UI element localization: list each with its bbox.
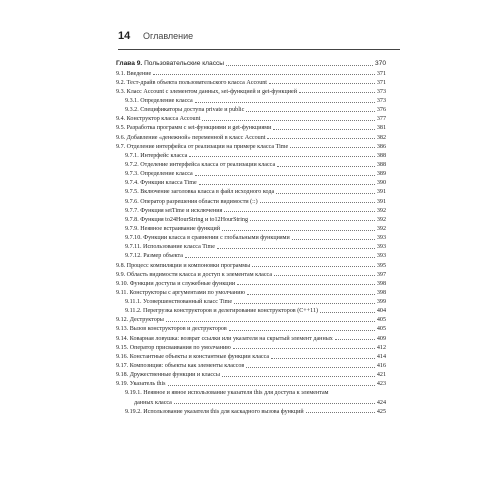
dot-leader [226,65,373,66]
toc-entry-page: 392 [376,216,386,223]
toc-entry [116,250,386,259]
dot-leader [271,358,375,359]
toc-entry-page: 386 [376,143,386,150]
toc-entry [116,296,386,305]
toc-entry-label: 9.7.9. Неявное встраивание функций [125,225,221,232]
dot-leader [246,111,375,112]
dot-leader [299,92,375,93]
toc-entry-label: 9.14. Коварная ловушка: возврат ссылки или указателя на скрытый элемент данных [116,335,333,342]
dot-leader [274,275,375,276]
toc-entry [116,387,386,405]
toc-entry-page: 397 [376,271,386,278]
toc-entry-label-continued: данных класса [134,399,172,406]
section-title: Оглавление [143,31,194,41]
toc-entry-page: 425 [376,408,386,415]
dot-leader [269,83,375,84]
toc-entry [116,214,386,223]
toc-entry [116,104,386,113]
dot-leader [290,147,375,148]
toc-entry-label: 9.18. Дружественные функции и классы [116,372,220,379]
toc-entry [116,141,386,150]
toc-entry-page: 414 [376,353,386,360]
toc-entry-page: 409 [376,335,386,342]
dot-leader [247,294,375,295]
toc-entry-label: 9.7.1. Интерфейс класса [125,152,188,159]
toc-entry-label: 9.11. Конструкторы с аргументами по умолчанию [116,289,246,296]
toc-entry-label: 9.3. Класс Account с элементом данных, set-функцией и get-функцией [116,88,297,95]
toc-entry-label: 9.7.2. Отделение интерфейса класса от реализации класса [125,161,276,168]
table-of-contents [116,58,386,415]
dot-leader [168,385,375,386]
dot-leader [250,220,375,221]
toc-entry-page: 392 [376,207,386,214]
dot-leader [195,175,375,176]
toc-entry [116,159,386,168]
toc-entry-page: 423 [376,381,386,388]
toc-entry-label: 9.19. Указатель this [116,381,166,388]
dot-leader [234,303,375,304]
toc-entry-page: 371 [376,79,386,86]
dot-leader [260,202,375,203]
dot-leader [252,266,375,267]
dot-leader [246,367,375,368]
toc-entry [116,205,386,214]
toc-entry-label: 9.3.1. Определение класса [125,97,193,104]
toc-entry-page: 388 [376,161,386,168]
toc-entry [116,68,386,77]
toc-entry-label: 9.7.11. Использование класса Time [125,244,215,251]
toc-entry-page: 388 [376,152,386,159]
toc-entry-label: 9.7.10. Функции класса в сравнении с глобальными функциями [125,235,290,242]
toc-entry-label: 9.11.2. Перегрузка конструкторов и делегирование конструкторов (C++11) [125,308,319,315]
toc-entry [116,406,386,415]
chapter-prefix: Глава 9. [116,59,143,67]
page-header [118,30,400,46]
dot-leader [292,239,375,240]
toc-entry-label: 9.7.12. Размер объекта [125,253,184,260]
toc-entry [116,314,386,323]
toc-entry-label: 9.7.8. Функция to24HourString и to12HourString [125,216,248,223]
toc-entry-page: 412 [376,344,386,351]
toc-entry-page: 391 [376,189,386,196]
toc-entry-page: 371 [376,70,386,77]
toc-entry-label: 9.5. Разработка программ с set-функциями и get-функциями [116,125,272,132]
dot-leader [306,412,375,413]
toc-entry-page: 421 [376,372,386,379]
toc-entry [116,131,386,140]
toc-entry-page: 405 [376,317,386,324]
toc-entry-label: 9.4. Конструктор класса Account [116,116,201,123]
toc-entry-page: 381 [376,125,386,132]
toc-entry [116,351,386,360]
toc-entry [116,186,386,195]
toc-entry-label: 9.12. Деструкторы [116,317,164,324]
toc-entry-label: 9.6. Добавление «денежной» переменной в класс Account [116,134,266,141]
toc-entry [116,287,386,296]
dot-leader [237,284,375,285]
toc-entry [116,360,386,369]
toc-entry [116,223,386,232]
dot-leader [202,120,375,121]
toc-entry-label: 9.1. Введение [116,70,152,77]
toc-entry-page: 389 [376,171,386,178]
toc-entry [116,150,386,159]
toc-entry-label: 9.7.6. Оператор разрешения области видимости (::) [125,198,258,205]
dot-leader [217,248,375,249]
dot-leader [195,102,375,103]
dot-leader [222,376,375,377]
toc-entry-page: 399 [376,299,386,306]
dot-leader [224,211,375,212]
dot-leader [273,129,374,130]
toc-entry-label: 9.16. Константные объекты и константные функции класса [116,353,270,360]
toc-entry-page: 424 [376,399,386,406]
dot-leader [229,330,375,331]
toc-entry [116,241,386,250]
toc-entry-label: 9.11.1. Усовершенствованный класс Time [125,299,233,306]
toc-entry-label: 9.17. Композиция: объекты как элементы классов [116,363,245,370]
toc-entry-label: 9.7.4. Функции класса Time [125,180,197,187]
toc-entry-label: 9.13. Вызов конструкторов и деструкторов [116,326,227,333]
toc-entry [116,113,386,122]
toc-entry-label: 9.15. Оператор присваивания по умолчанию [116,344,231,351]
toc-entry-page: 416 [376,363,386,370]
toc-entry-page: 393 [376,235,386,242]
toc-entry [116,95,386,104]
toc-entry [116,333,386,342]
toc-entry-label: 9.7.7. Функция setTime и исключения [125,207,223,214]
toc-entry-page: 370 [374,59,386,67]
toc-entry [116,342,386,351]
toc-entry-label: 9.7.3. Определение класса [125,171,193,178]
toc-entry-page: 398 [376,289,386,296]
toc-entry [116,305,386,314]
toc-entry-page: 393 [376,244,386,251]
toc-chapter-entry [116,58,386,68]
toc-entry [116,259,386,268]
dot-leader [222,230,375,231]
toc-entry [116,168,386,177]
dot-leader [189,156,375,157]
toc-entry-page: 377 [376,116,386,123]
dot-leader [276,193,375,194]
toc-entry-label: 9.7. Отделение интерфейса от реализации на примере класса Time [116,143,289,150]
toc-entry-page: 390 [376,180,386,187]
toc-entry-page: 373 [376,97,386,104]
page-number: 14 [118,30,131,42]
toc-entry-label: 9.7.5. Включение заголовка класса в файл исходного кода [125,189,275,196]
header-rule [118,49,400,50]
toc-entry-page: 398 [376,280,386,287]
toc-entry [116,323,386,332]
dot-leader [267,138,374,139]
chapter-title [116,61,226,68]
toc-entry-page: 373 [376,88,386,95]
toc-entry-page: 392 [376,225,386,232]
toc-entry-label: 9.3.2. Спецификаторы доступа private и public [125,107,245,114]
toc-entry-page: 404 [376,308,386,315]
dot-leader [320,312,375,313]
toc-entry [116,195,386,204]
toc-entry-page: 382 [376,134,386,141]
dot-leader [153,74,375,75]
toc-entry-label: 9.2. Тест-драйв объекта пользовательского класса Account [116,79,267,86]
dot-leader [199,184,375,185]
toc-entry [116,77,386,86]
toc-entry [116,232,386,241]
toc-entry-label: 9.9. Область видимости класса и доступ к элементам класса [116,271,273,278]
toc-entry [116,369,386,378]
toc-entry-page: 391 [376,198,386,205]
toc-entry [116,86,386,95]
toc-entry [116,269,386,278]
toc-entry-label: Пользовательские классы [142,59,225,67]
toc-entry [116,177,386,186]
toc-entry-label: 9.10. Функции доступа и служебные функции [116,280,236,287]
dot-leader [174,403,375,404]
dot-leader [185,257,375,258]
dot-leader [233,348,375,349]
toc-entry-label: 9.19.2. Использование указателя this для каскадного вызова функций [125,408,304,415]
dot-leader [335,339,375,340]
toc-entry-page: 376 [376,107,386,114]
toc-entry [116,378,386,387]
toc-entry-label: 9.8. Процесс компиляции и компоновки программы [116,262,251,269]
toc-entry-page: 405 [376,326,386,333]
toc-entry [116,278,386,287]
dot-leader [277,166,375,167]
toc-entry-page: 395 [376,262,386,269]
toc-entry-label: 9.19.1. Неявное и явное использование указателя this для доступа к элементам [125,390,329,397]
toc-entry-page: 393 [376,253,386,260]
toc-entry [116,122,386,131]
dot-leader [166,321,375,322]
